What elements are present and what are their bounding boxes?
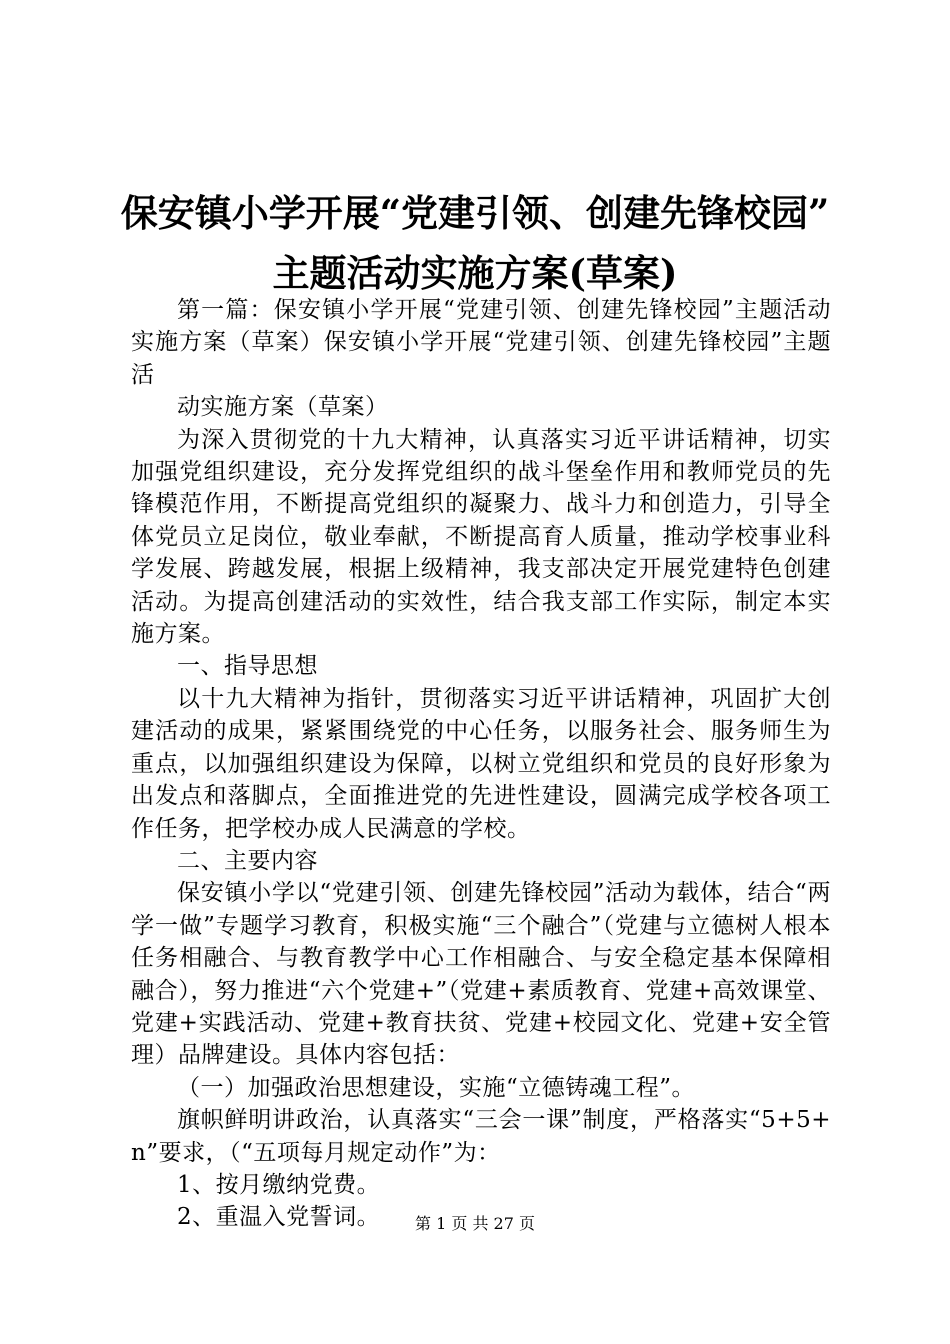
paragraph-intro-continued: 动实施方案（草案） <box>177 394 389 421</box>
list-item-1: 1、按月缴纳党费。 <box>177 1171 381 1198</box>
document-body <box>131 294 831 1234</box>
paragraph-intro: 第一篇：保安镇小学开展“党建引领、创建先锋校园”主题活动实施方案（草案）保安镇小学开展“党建引领、创建先锋校园”主题活 <box>131 297 831 388</box>
page-footer: 第 1 页 共 27 页 <box>415 1214 535 1233</box>
title-line-2: 主题活动实施方案(草案) <box>272 251 678 295</box>
document-title <box>100 183 850 303</box>
heading-guiding-ideology: 一、指导思想 <box>177 653 318 680</box>
paragraph-main-content: 保安镇小学以“党建引领、创建先锋校园”活动为载体，结合“两学一做”专题学习教育，积极实施“三个融合”（党建与立德树人根本任务相融合、与教育教学中心工作相融合、与安全稳定基本保障相融合），努力推进“六个党建+”（党建+素质教育、党建+高效课堂、党建+实践活动、党建+教育扶贫、党建+校园文化、党建+安全管理）品牌建设。具体内容包括： <box>131 880 831 1069</box>
subheading-political-building: （一）加强政治思想建设，实施“立德铸魂工程”。 <box>177 1074 696 1101</box>
paragraph-political-building: 旗帜鲜明讲政治，认真落实“三会一课”制度，严格落实“5+5+n”要求，（“五项每月规定动作”为： <box>131 1107 831 1166</box>
title-line-1: 保安镇小学开展“党建引领、创建先锋校园” <box>120 191 830 235</box>
paragraph-guiding-ideology: 以十九大精神为指针，贯彻落实习近平讲话精神，巩固扩大创建活动的成果，紧紧围绕党的中心任务，以服务社会、服务师生为重点，以加强组织建设为保障，以树立党组织和党员的良好形象为出发点和落脚点，全面推进党的先进性建设，圆满完成学校各项工作任务，把学校办成人民满意的学校。 <box>131 685 831 842</box>
paragraph-background: 为深入贯彻党的十九大精神，认真落实习近平讲话精神，切实加强党组织建设，充分发挥党组织的战斗堡垒作用和教师党员的先锋模范作用，不断提高党组织的凝聚力、战斗力和创造力，引导全体党员立足岗位，敬业奉献，不断提高育人质量，推动学校事业科学发展、跨越发展，根据上级精神，我支部决定开展党建特色创建活动。为提高创建活动的实效性，结合我支部工作实际，制定本实施方案。 <box>131 426 831 648</box>
heading-main-content: 二、主要内容 <box>177 847 318 874</box>
list-item-2: 2、重温入党誓词。 <box>177 1204 381 1231</box>
